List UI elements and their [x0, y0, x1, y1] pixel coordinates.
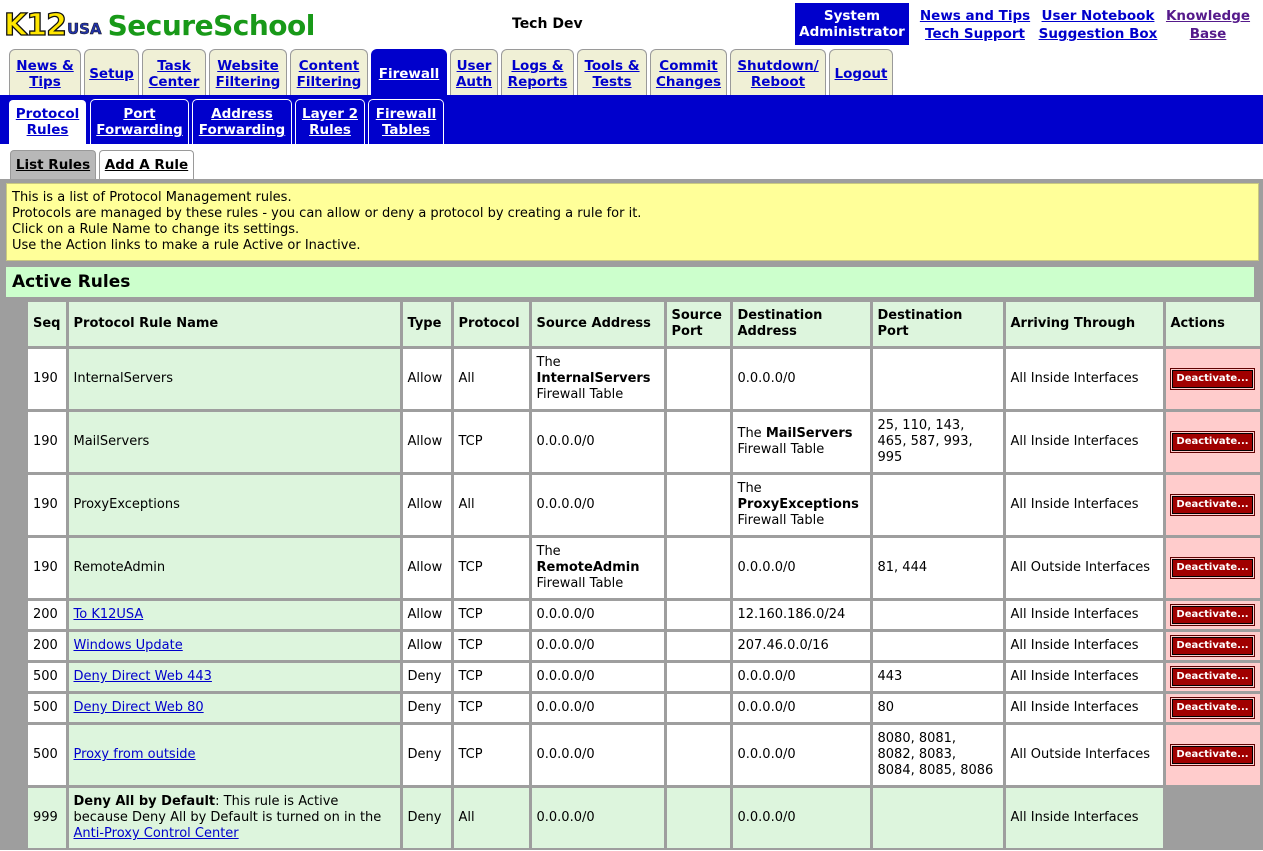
col-header-source-port: [667, 302, 730, 346]
cell-arriving-through: All Inside Interfaces: [1006, 349, 1163, 409]
table-row: [28, 538, 1260, 598]
tab-shutdown-reboot-link[interactable]: [737, 58, 818, 90]
knowledge-base-link[interactable]: [1162, 7, 1254, 43]
cell-source-port: [667, 475, 730, 535]
table-header-row: [28, 302, 1260, 346]
tab-firewall[interactable]: [371, 49, 447, 95]
cell-source-port: [667, 725, 730, 785]
cell-seq: 200: [28, 601, 66, 629]
table-row: [28, 349, 1260, 409]
subtab-label-line-2: Rules: [309, 122, 351, 138]
tab-website-filtering-link[interactable]: [216, 58, 281, 90]
cell-protocol: TCP: [454, 538, 529, 598]
cell-actions: [1166, 663, 1260, 691]
default-rule-description: : This rule is Active because Deny All by Default is turned on in the: [73, 794, 382, 825]
cell-rule-name: [69, 788, 400, 848]
cell-destination-port: [873, 725, 1003, 785]
col-header-rule-name: Protocol Rule Name: [69, 302, 400, 346]
col-header-destination-address: [733, 302, 870, 346]
cell-source-port: [667, 601, 730, 629]
tab-label-line-1: Website: [217, 57, 279, 74]
tab-content-filtering-link[interactable]: [297, 58, 362, 90]
tab-content-filtering[interactable]: [290, 49, 368, 95]
cell-rule-name: [69, 601, 400, 629]
logo-product-text: SecureSchool: [107, 8, 315, 42]
tab-commit-changes-link[interactable]: [656, 58, 721, 90]
subtab-firewall-tables[interactable]: [368, 99, 444, 144]
info-line: Click on a Rule Name to change its settings.: [12, 222, 300, 237]
firewall-table-name: InternalServers: [536, 371, 651, 386]
organization-name: Tech Dev: [512, 16, 583, 32]
cell-type: Allow: [403, 349, 451, 409]
suggestion-box-link[interactable]: Suggestion Box: [1038, 26, 1158, 42]
deactivate-button[interactable]: Deactivate...: [1172, 668, 1252, 686]
subtab-address-forwarding-link[interactable]: [199, 106, 285, 138]
cell-actions: [1166, 694, 1260, 722]
cell-rule-name: RemoteAdmin: [69, 538, 400, 598]
cell-source-address: 0.0.0.0/0: [532, 725, 664, 785]
tab-label-line-2: Auth: [455, 73, 493, 90]
cell-source-address: 0.0.0.0/0: [532, 694, 664, 722]
table-row: [28, 663, 1260, 691]
user-role-badge: [795, 3, 909, 45]
cell-source-port: [667, 349, 730, 409]
tab-label-line-2: Tests: [592, 73, 632, 90]
content-area: [0, 179, 1263, 850]
tab-task-center[interactable]: [142, 49, 206, 95]
col-header-protocol: Protocol: [454, 302, 529, 346]
port-line: 465, 587, 993,: [877, 434, 973, 449]
cell-destination-address: [733, 475, 870, 535]
subtab-port-forwarding-link[interactable]: [96, 106, 182, 138]
tab-tools-tests[interactable]: [577, 49, 647, 95]
deactivate-button[interactable]: Deactivate...: [1172, 606, 1252, 624]
header-line: Port: [671, 324, 703, 339]
cell-seq: 190: [28, 412, 66, 472]
firewall-table-text: Firewall Table: [737, 442, 825, 457]
col-header-source-address: Source Address: [532, 302, 664, 346]
tab-label-line-2: Tips: [29, 73, 61, 90]
tab-label-line-1: User: [456, 57, 492, 74]
cell-rule-name: InternalServers: [69, 349, 400, 409]
firewall-table-text: Firewall Table: [536, 576, 624, 591]
cell-arriving-through: All Inside Interfaces: [1006, 788, 1163, 848]
subtab-label-line-2: Rules: [26, 122, 69, 138]
deactivate-button[interactable]: Deactivate...: [1172, 559, 1252, 577]
logo-usa-text: USA: [67, 20, 102, 38]
cell-destination-port: [873, 601, 1003, 629]
tab-label-line-1: Commit: [659, 57, 718, 74]
cell-destination-address: 0.0.0.0/0: [733, 694, 870, 722]
cell-seq: 500: [28, 725, 66, 785]
port-line: 8084, 8085, 8086: [877, 763, 994, 778]
header-line: Destination: [877, 308, 963, 323]
active-rules-table: [25, 299, 1263, 851]
cell-protocol: TCP: [454, 412, 529, 472]
cell-protocol: All: [454, 475, 529, 535]
tab-list-rules-link[interactable]: List Rules: [15, 157, 91, 173]
header-line: Source: [671, 308, 722, 323]
user-notebook-link[interactable]: User Notebook: [1041, 8, 1155, 24]
tab-tools-tests-link[interactable]: [584, 58, 639, 90]
header-line: Port: [877, 324, 909, 339]
cell-source-address: 0.0.0.0/0: [532, 412, 664, 472]
cell-type: Allow: [403, 475, 451, 535]
tab-add-rule-link[interactable]: Add A Rule: [104, 157, 189, 173]
tab-label-line-1: Logs &: [511, 57, 564, 74]
cell-protocol: TCP: [454, 632, 529, 660]
tab-logout[interactable]: [829, 49, 893, 95]
tab-label-line-2: Center: [148, 73, 200, 90]
col-header-type: Type: [403, 302, 451, 346]
tab-news-tips[interactable]: [9, 49, 81, 95]
header-links-col-3: [1162, 7, 1254, 43]
app-header: [0, 0, 1263, 48]
table-row: [28, 725, 1260, 785]
subtab-protocol-rules[interactable]: [8, 99, 87, 144]
tab-news-tips-link[interactable]: [16, 58, 73, 90]
firewall-table-text: Firewall Table: [737, 513, 825, 528]
cell-destination-address: 0.0.0.0/0: [733, 663, 870, 691]
rule-name-link[interactable]: Deny Direct Web 80: [73, 700, 204, 715]
cell-source-port: [667, 538, 730, 598]
header-links-col-1: [918, 7, 1032, 43]
rule-name-link[interactable]: Deny Direct Web 443: [73, 669, 212, 684]
col-header-arriving-through: Arriving Through: [1006, 302, 1163, 346]
firewall-table-name: ProxyExceptions: [737, 497, 859, 512]
tab-label-line-2: Changes: [655, 73, 722, 90]
firewall-table-text: Firewall Table: [536, 387, 624, 402]
cell-rule-name: [69, 663, 400, 691]
cell-destination-address: 0.0.0.0/0: [733, 725, 870, 785]
cell-arriving-through: All Inside Interfaces: [1006, 601, 1163, 629]
cell-destination-address: 12.160.186.0/24: [733, 601, 870, 629]
info-line: Use the Action links to make a rule Active or Inactive.: [12, 238, 361, 253]
port-line: 8082, 8083,: [877, 747, 957, 762]
cell-type: Deny: [403, 694, 451, 722]
cell-seq: 200: [28, 632, 66, 660]
cell-seq: 190: [28, 475, 66, 535]
firewall-subtab-bar: [0, 95, 1263, 144]
logo-k12-text: K12: [4, 7, 66, 43]
header-line: Address: [737, 324, 797, 339]
table-row: [28, 475, 1260, 535]
col-header-seq: Seq: [28, 302, 66, 346]
tab-label-line-1: News &: [16, 57, 74, 74]
cell-rule-name: [69, 694, 400, 722]
subtab-label-line-1: Protocol: [15, 106, 80, 122]
table-row: [28, 601, 1260, 629]
cell-type: Allow: [403, 538, 451, 598]
tab-label-line-1: Tools &: [584, 57, 640, 74]
deactivate-button[interactable]: Deactivate...: [1172, 637, 1252, 655]
cell-rule-name: [69, 725, 400, 785]
k12usa-secureschool-logo: [4, 6, 315, 44]
cell-destination-port: [873, 349, 1003, 409]
cell-seq: 500: [28, 694, 66, 722]
deactivate-button[interactable]: Deactivate...: [1172, 699, 1252, 717]
cell-destination-port: 80: [873, 694, 1003, 722]
cell-rule-name: [69, 632, 400, 660]
rule-name-link[interactable]: Proxy from outside: [73, 747, 196, 762]
cell-seq: 500: [28, 663, 66, 691]
deactivate-button[interactable]: Deactivate...: [1172, 370, 1252, 388]
cell-protocol: TCP: [454, 725, 529, 785]
tab-label-line-2: Filtering: [296, 73, 362, 90]
cell-arriving-through: All Inside Interfaces: [1006, 412, 1163, 472]
cell-protocol: TCP: [454, 663, 529, 691]
info-box: [6, 183, 1259, 261]
tab-commit-changes[interactable]: [650, 49, 727, 95]
tab-setup-link[interactable]: Setup: [89, 65, 134, 82]
tech-support-link[interactable]: Tech Support: [925, 26, 1025, 42]
port-line: 995: [877, 450, 903, 465]
subtab-layer2-rules-link[interactable]: [302, 106, 358, 138]
cell-source-address: [532, 349, 664, 409]
info-line: This is a list of Protocol Management rules.: [12, 190, 292, 205]
cell-seq: 190: [28, 349, 66, 409]
cell-source-address: 0.0.0.0/0: [532, 632, 664, 660]
cell-arriving-through: All Outside Interfaces: [1006, 538, 1163, 598]
rule-name-link[interactable]: To K12USA: [73, 607, 144, 622]
tab-shutdown-reboot[interactable]: [730, 49, 826, 95]
tab-setup[interactable]: [84, 49, 139, 95]
port-line: 25, 110, 143,: [877, 418, 965, 433]
cell-destination-address: 0.0.0.0/0: [733, 788, 870, 848]
cell-destination-address: 207.46.0.0/16: [733, 632, 870, 660]
cell-actions: [1166, 601, 1260, 629]
rule-name-link[interactable]: Windows Update: [73, 638, 183, 653]
cell-actions: [1166, 475, 1260, 535]
cell-destination-address: [733, 412, 870, 472]
cell-seq: 999: [28, 788, 66, 848]
tab-label-line-1: Shutdown/: [737, 57, 819, 74]
subtab-label-line-1: Address: [211, 106, 273, 122]
cell-seq: 190: [28, 538, 66, 598]
cell-source-port: [667, 663, 730, 691]
col-header-actions: Actions: [1166, 302, 1260, 346]
tab-add-rule[interactable]: [99, 150, 194, 179]
cell-type: Deny: [403, 725, 451, 785]
tab-website-filtering[interactable]: [209, 49, 287, 95]
knowledge-base-line-1: Knowledge: [1165, 8, 1251, 24]
cell-destination-port: [873, 412, 1003, 472]
cell-actions: [1166, 632, 1260, 660]
tab-label-line-1: Content: [298, 57, 360, 74]
tab-firewall-link[interactable]: Firewall: [378, 65, 440, 82]
tab-label-line-2: Reports: [507, 73, 568, 90]
tab-logs-reports[interactable]: [501, 49, 574, 95]
subtab-label-line-1: Firewall: [375, 106, 437, 122]
tab-user-auth-link[interactable]: [456, 58, 492, 90]
subtab-label-line-2: Forwarding: [198, 122, 286, 138]
tab-logout-link[interactable]: Logout: [834, 65, 888, 82]
subtab-protocol-rules-link[interactable]: [16, 106, 79, 138]
table-row: [28, 694, 1260, 722]
cell-protocol: TCP: [454, 601, 529, 629]
tab-label-line-2: Reboot: [750, 73, 806, 90]
cell-type: Allow: [403, 601, 451, 629]
cell-protocol: All: [454, 349, 529, 409]
cell-arriving-through: All Inside Interfaces: [1006, 475, 1163, 535]
subtab-port-forwarding[interactable]: [90, 99, 189, 144]
cell-source-address: [532, 538, 664, 598]
cell-source-port: [667, 412, 730, 472]
anti-proxy-control-center-link[interactable]: Anti-Proxy Control Center: [73, 826, 239, 841]
subtab-label-line-1: Layer 2: [301, 106, 358, 122]
subtab-firewall-tables-link[interactable]: [376, 106, 437, 138]
role-line-1: System: [823, 8, 881, 24]
cell-arriving-through: All Outside Interfaces: [1006, 725, 1163, 785]
subtab-label-line-2: Tables: [381, 122, 431, 138]
main-tab-bar: [0, 48, 1263, 95]
subtab-label-line-2: Forwarding: [96, 122, 183, 138]
cell-destination-address: 0.0.0.0/0: [733, 538, 870, 598]
cell-destination-port: 443: [873, 663, 1003, 691]
cell-rule-name: MailServers: [69, 412, 400, 472]
tab-task-center-link[interactable]: [149, 58, 200, 90]
deactivate-button[interactable]: Deactivate...: [1172, 496, 1252, 514]
cell-actions: [1166, 538, 1260, 598]
cell-rule-name: ProxyExceptions: [69, 475, 400, 535]
deactivate-button[interactable]: Deactivate...: [1172, 746, 1252, 764]
cell-protocol: TCP: [454, 694, 529, 722]
cell-arriving-through: All Inside Interfaces: [1006, 632, 1163, 660]
default-rule-name: Deny All by Default: [73, 794, 216, 809]
cell-actions: [1166, 349, 1260, 409]
subtab-label-line-1: Port: [123, 106, 156, 122]
cell-source-address: 0.0.0.0/0: [532, 475, 664, 535]
cell-actions-empty: [1166, 788, 1260, 848]
tab-label-line-1: Task: [157, 57, 191, 74]
info-line: Protocols are managed by these rules - you can allow or deny a protocol by creating a rule for it.: [12, 206, 642, 221]
deactivate-button[interactable]: Deactivate...: [1172, 433, 1252, 451]
cell-type: Allow: [403, 632, 451, 660]
cell-source-address: 0.0.0.0/0: [532, 663, 664, 691]
table-row: [28, 788, 1260, 848]
col-header-destination-port: [873, 302, 1003, 346]
header-line: Destination: [737, 308, 823, 323]
cell-type: Allow: [403, 412, 451, 472]
cell-destination-address: 0.0.0.0/0: [733, 349, 870, 409]
cell-arriving-through: All Inside Interfaces: [1006, 694, 1163, 722]
cell-type: Deny: [403, 788, 451, 848]
cell-destination-port: [873, 788, 1003, 848]
the-text: The: [737, 481, 762, 496]
firewall-table-name: MailServers: [765, 426, 853, 441]
tab-list-rules[interactable]: [10, 150, 96, 179]
the-text: The: [536, 544, 561, 559]
subtab-address-forwarding[interactable]: [192, 99, 292, 144]
tab-logs-reports-link[interactable]: [508, 58, 568, 90]
header-links-col-2: [1038, 7, 1158, 43]
cell-arriving-through: All Inside Interfaces: [1006, 663, 1163, 691]
knowledge-base-line-2: Base: [1189, 26, 1227, 42]
cell-destination-port: 81, 444: [873, 538, 1003, 598]
active-rules-heading: Active Rules: [6, 267, 1254, 297]
the-text: The: [536, 355, 561, 370]
cell-source-port: [667, 788, 730, 848]
cell-source-port: [667, 632, 730, 660]
table-row: [28, 412, 1260, 472]
cell-actions: [1166, 412, 1260, 472]
cell-source-port: [667, 694, 730, 722]
tab-label-line-2: Filtering: [215, 73, 281, 90]
role-line-2: Administrator: [799, 24, 905, 40]
cell-source-address: 0.0.0.0/0: [532, 601, 664, 629]
table-row: [28, 632, 1260, 660]
firewall-table-name: RemoteAdmin: [536, 560, 640, 575]
cell-destination-port: [873, 632, 1003, 660]
cell-protocol: All: [454, 788, 529, 848]
cell-actions: [1166, 725, 1260, 785]
tab-user-auth[interactable]: [450, 49, 498, 95]
cell-source-address: 0.0.0.0/0: [532, 788, 664, 848]
cell-type: Deny: [403, 663, 451, 691]
news-and-tips-link[interactable]: News and Tips: [919, 8, 1031, 24]
the-text: The: [737, 426, 762, 441]
cell-destination-port: [873, 475, 1003, 535]
port-line: 8080, 8081,: [877, 731, 957, 746]
subtab-layer2-rules[interactable]: [295, 99, 365, 144]
